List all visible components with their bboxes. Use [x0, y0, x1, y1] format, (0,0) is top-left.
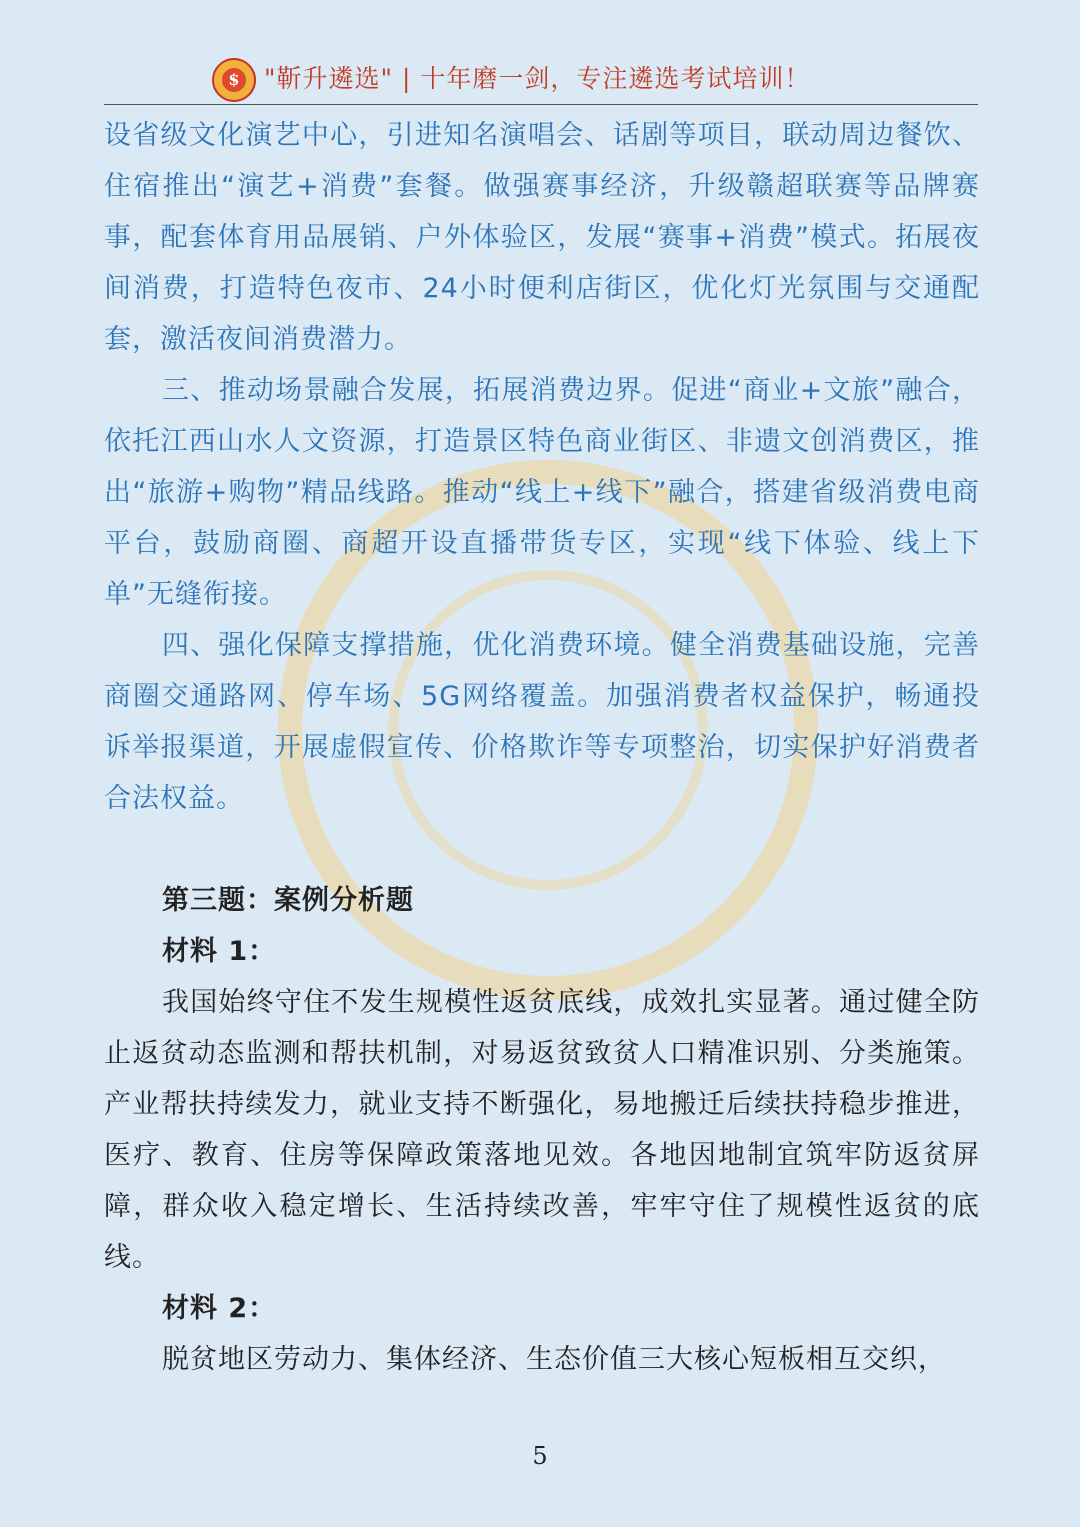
material-1-text: 我国始终守住不发生规模性返贫底线，成效扎实显著。通过健全防止返贫动态监测和帮扶机制，对易返贫致贫人口精准识别、分类施策。产业帮扶持续发力，就业支持不断强化，易地搬迁后续扶持稳步推进，医疗、教育、住房等保障政策落地见效。各地因地制宜筑牢防返贫屏障，群众收入稳定增长、生活持续改善，牢牢守住了规模性返贫的底线。	[104, 987, 980, 1273]
section-spacer	[104, 824, 980, 875]
page-header	[104, 54, 978, 105]
material-2-text: 脱贫地区劳动力、集体经济、生态价值三大核心短板相互交织，	[162, 1344, 946, 1375]
page-number: 5	[532, 1442, 548, 1470]
brand-logo-icon	[212, 58, 256, 102]
brand-logo-mark: $	[222, 68, 246, 92]
section-title: 第三题：案例分析题	[162, 885, 414, 916]
paragraph-point-four: 四、强化保障支撑措施，优化消费环境。健全消费基础设施，完善商圈交通路网、停车场、5G网络覆盖。加强消费者权益保护，畅通投诉举报渠道，开展虚假宣传、价格欺诈等专项整治，切实保护好消费者合法权益。	[104, 630, 980, 814]
document-body	[104, 110, 980, 1385]
header-slogan: "靳升遴选" | 十年磨一剑，专注遴选考试培训！	[264, 64, 811, 93]
paragraph-continuation: 设省级文化演艺中心，引进知名演唱会、话剧等项目，联动周边餐饮、住宿推出“演艺+消费”套餐。做强赛事经济，升级赣超联赛等品牌赛事，配套体育用品展销、户外体验区，发展“赛事+消费”模式。拓展夜间消费，打造特色夜市、24小时便利店街区，优化灯光氛围与交通配套，激活夜间消费潜力。	[104, 120, 980, 355]
material-2-label: 材料 2：	[162, 1293, 277, 1324]
paragraph-point-three: 三、推动场景融合发展，拓展消费边界。促进“商业+文旅”融合，依托江西山水人文资源，打造景区特色商业街区、非遗文创消费区，推出“旅游+购物”精品线路。推动“线上+线下”融合，搭建省级消费电商平台，鼓励商圈、商超开设直播带货专区，实现“线下体验、线上下单”无缝衔接。	[104, 375, 980, 610]
material-1-label: 材料 1：	[162, 936, 277, 967]
